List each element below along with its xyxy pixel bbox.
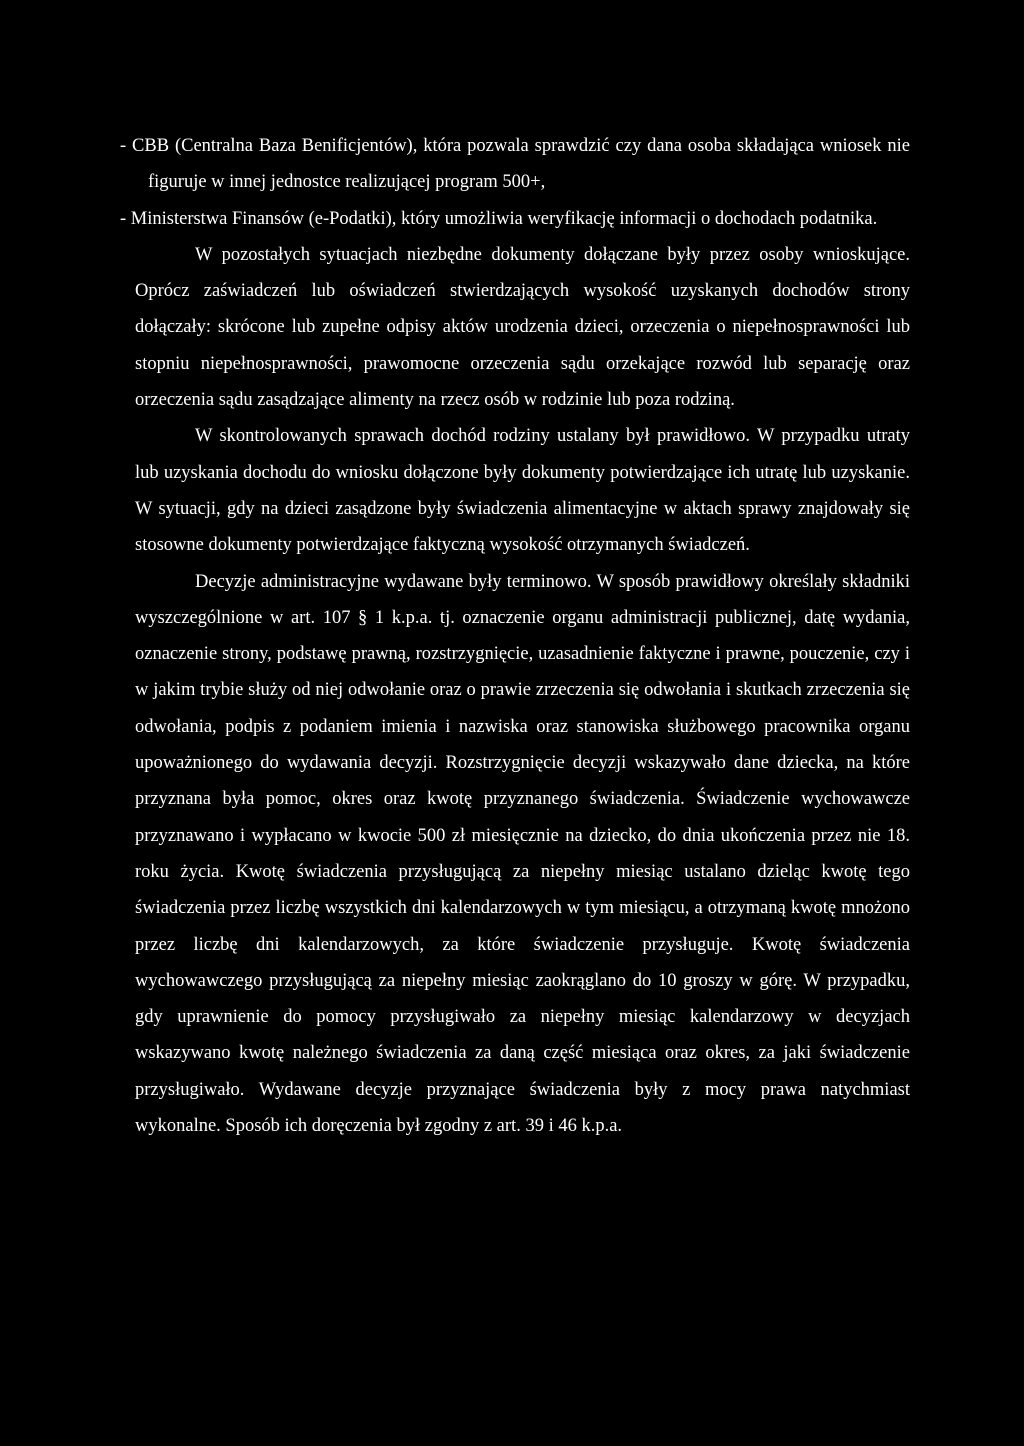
paragraph-income: W skontrolowanych sprawach dochód rodziny ustalany był prawidłowo. W przypadku utraty lub uzyskania dochodu do wniosku dołączone były dokumenty potwierdzające ich utratę lub uzyskanie. W sytuacji, gdy na dzieci zasądzone były świadczenia alimentacyjne w aktach sprawy znajdowały się stosowne dokumenty potwierdzające faktyczną wysokość otrzymanych świadczeń. [135, 426, 910, 556]
paragraph-decisions: Decyzje administracyjne wydawane były terminowo. W sposób prawidłowy określały składniki wyszczególnione w art. 107 § 1 k.p.a. tj. oznaczenie organu administracji publicznej, datę wydania, oznaczenie strony, podstawę prawną, rozstrzygnięcie, uzasadnienie faktyczne i prawne, pouczenie, czy i w jakim trybie służy od niej odwołanie oraz o prawie zrzeczenia się odwołania i skutkach zrzeczenia się odwołania, podpis z podaniem imienia i nazwiska oraz stanowiska służbowego pracownika organu upoważnionego do wydawania decyzji. Rozstrzygnięcie decyzji wskazywało dane dziecka, na które przyznana była pomoc, okres oraz kwotę przyznanego świadczenia. Świadczenie wychowawcze przyznawano i wypłacano w kwocie 500 zł miesięcznie na dziecko, do dnia ukończenia przez nie 18. roku życia. Kwotę świadczenia przysługującą za niepełny miesiąc ustalano dzieląc kwotę tego świadczenia przez liczbę wszystkich dni kalendarzowych w tym miesiącu, a otrzymaną kwotę mnożono przez liczbę dni kalendarzowych, za które świadczenie przysługuje. Kwotę świadczenia wychowawczego przysługującą za niepełny miesiąc zaokrąglano do 10 groszy w górę. W przypadku, gdy uprawnienie do pomocy przysługiwało za niepełny miesiąc kalendarzowy w decyzjach wskazywano kwotę należnego świadczenia za daną część miesiąca oraz okres, za jaki świadczenie przysługiwało. Wydawane decyzje przyznające świadczenia były z mocy prawa natychmiast wykonalne. Sposób ich doręczenia był zgodny z art. 39 i 46 k.p.a. [135, 571, 910, 1137]
document-page [120, 128, 910, 1144]
bullet-item-ministry: - Ministerstwa Finansów (e-Podatki), który umożliwia weryfikację informacji o dochodach podatnika. [120, 208, 878, 229]
paragraph-documents: W pozostałych sytuacjach niezbędne dokumenty dołączane były przez osoby wnioskujące. Oprócz zaświadczeń lub oświadczeń stwierdzających wysokość uzyskanych dochodów strony dołączały: skrócone lub zupełne odpisy aktów urodzenia dzieci, orzeczenia o niepełnosprawności lub stopniu niepełnosprawności, prawomocne orzeczenia sądu orzekające rozwód lub separację oraz orzeczenia sądu zasądzające alimenty na rzecz osób w rodzinie lub poza rodziną. [135, 244, 910, 411]
bullet-item-cbb: - CBB (Centralna Baza Benificjentów), która pozwala sprawdzić czy dana osoba składająca wniosek nie figuruje w innej jednostce realizującej program 500+, [120, 136, 910, 193]
bullet-list [120, 128, 910, 237]
